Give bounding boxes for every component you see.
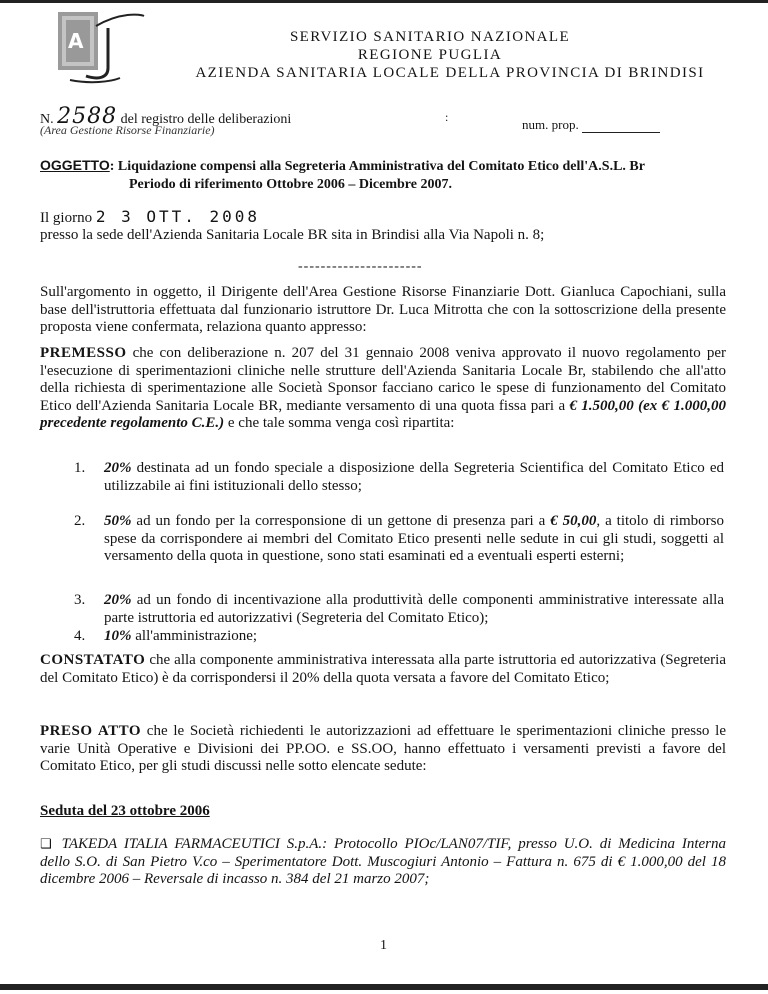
- constatato-text: che alla componente amministrativa interessata alla parte istruttoria ed autorizzativa (Segreteria del Comitato Etico) è da corrispondersi il 20% della quota versata a favore del Comitato Etico;: [40, 652, 726, 686]
- premesso-paragraph: [40, 345, 726, 433]
- oggetto-line-2: Periodo di riferimento Ottobre 2006 – Dicembre 2007.: [129, 177, 452, 192]
- premesso-end: e che tale somma venga così ripartita:: [224, 415, 455, 431]
- constatato-lead: CONSTATATO: [40, 652, 146, 668]
- checkbox-bullet-icon: ❑: [40, 837, 52, 852]
- num-prop-line: [582, 120, 660, 133]
- giorno-label: Il giorno: [40, 210, 93, 226]
- intro-paragraph: Sull'argomento in oggetto, il Dirigente dell'Area Gestione Risorse Finanziarie Dott. Gianluca Capochiani, sulla base dell'istruttoria effettuata dal funzionario istruttore Dr. Luca Mitrotta che con la sottoscrizione della presente proposta viene confermata, relaziona quanto appresso:: [40, 284, 726, 335]
- oggetto-line-1: : Liquidazione compensi alla Segreteria Amministrativa del Comitato Etico dell'A.S.L. Br: [109, 159, 645, 174]
- list-number: 4.: [74, 628, 86, 644]
- top-border: [0, 0, 768, 3]
- list-number: 2.: [74, 513, 86, 529]
- list-amount: € 50,00: [550, 513, 597, 529]
- header-line-3: AZIENDA SANITARIA LOCALE DELLA PROVINCIA DI BRINDISI: [195, 65, 705, 81]
- list-percent: 20%: [104, 460, 132, 476]
- num-prop: [522, 117, 660, 133]
- list-text: ad un fondo di incentivazione alla produttività delle componenti amministrative interessate alla parte istruttoria ed autorizzativi (Segreteria del Comitato Etico);: [104, 592, 724, 626]
- giorno: [40, 208, 260, 227]
- seduta-title: Seduta del 23 ottobre 2006: [40, 803, 210, 819]
- list-text: ad un fondo per la corresponsione di un gettone di presenza pari a: [131, 513, 551, 529]
- header-line-2: REGIONE PUGLIA: [357, 47, 503, 63]
- sede: presso la sede dell'Azienda Sanitaria Locale BR sita in Brindisi alla Via Napoli n. 8;: [40, 227, 545, 243]
- svg-text:A: A: [68, 29, 84, 53]
- page-number: 1: [380, 938, 387, 953]
- list-number: 1.: [74, 460, 86, 476]
- separator: ----------------------: [298, 259, 423, 274]
- preso-atto-paragraph: [40, 723, 726, 776]
- area-label: (Area Gestione Risorse Finanziarie): [40, 123, 215, 137]
- preso-atto-lead: PRESO ATTO: [40, 723, 142, 739]
- list-number: 3.: [74, 592, 86, 608]
- constatato-paragraph: [40, 652, 726, 687]
- premesso-amount: € 1.500,00 (ex € 1.000,00 precedente regolamento C.E.): [40, 397, 726, 431]
- list-text: all'amministrazione;: [131, 628, 258, 644]
- preso-atto-text: che le Società richiedenti le autorizzazioni ad effettuare le sperimentazioni cliniche presso le varie Unità Operative e Divisioni dei PP.OO. e SS.OO, hanno effettuato i versamenti previsti a favore del Comitato Etico, per gli studi discussi nelle sotto elencate sedute:: [40, 723, 726, 774]
- list-text-2: , a titolo di rimborso spese da corrispondere ai membri del Comitato Etico presenti nelle sedute in cui gli studi, soggetti al versamento della quota in questione, sono stati esaminati ed a eventuali esperti esterni;: [104, 513, 724, 564]
- list-percent: 50%: [104, 513, 132, 529]
- bottom-border: [0, 984, 768, 990]
- num-prop-label: num. prop.: [522, 117, 579, 132]
- list-text: destinata ad un fondo speciale a disposizione della Segreteria Scientifica del Comitato Etico ed utilizzabile ai fini istituzionali dello stesso;: [104, 460, 724, 494]
- premesso-text: che con deliberazione n. 207 del 31 gennaio 2008 veniva approvato il nuovo regolamento per l'esecuzione di sperimentazioni cliniche nelle strutture dell'Azienda Sanitaria Locale Br, stabilendo che all'atto della richiesta di sperimentazione alle Società Sponsor facciano carico le spese di funzionamento del Comitato Etico dell'Azienda Sanitaria Locale BR, mediante versamento di una quota fissa pari a: [40, 345, 726, 414]
- mark: :: [445, 110, 449, 124]
- n-value: 2588: [57, 104, 118, 129]
- header-line-1: SERVIZIO SANITARIO NAZIONALE: [289, 29, 571, 45]
- seduta-entry: [40, 836, 726, 889]
- oggetto-label: OGGETTO: [40, 157, 110, 173]
- list-percent: 10%: [104, 628, 132, 644]
- oggetto: [40, 156, 760, 194]
- seduta-entry-text: TAKEDA ITALIA FARMACEUTICI S.p.A.: Protocollo PIOc/LAN07/TIF, presso U.O. di Medicina Interna dello S.O. di San Pietro V.co – Sperimentatore Dott. Muscogiuri Antonio – Fattura n. 675 di € 1.000,00 del 18 dicembre 2006 – Reversale di incasso n. 384 del 21 marzo 2007;: [40, 836, 726, 887]
- list-percent: 20%: [104, 592, 132, 608]
- registro-text: del registro delle deliberazioni: [120, 112, 292, 127]
- date-stamp: 2 3 OTT. 2008: [95, 207, 261, 226]
- premesso-lead: PREMESSO: [40, 345, 127, 361]
- n-label: N.: [40, 112, 54, 127]
